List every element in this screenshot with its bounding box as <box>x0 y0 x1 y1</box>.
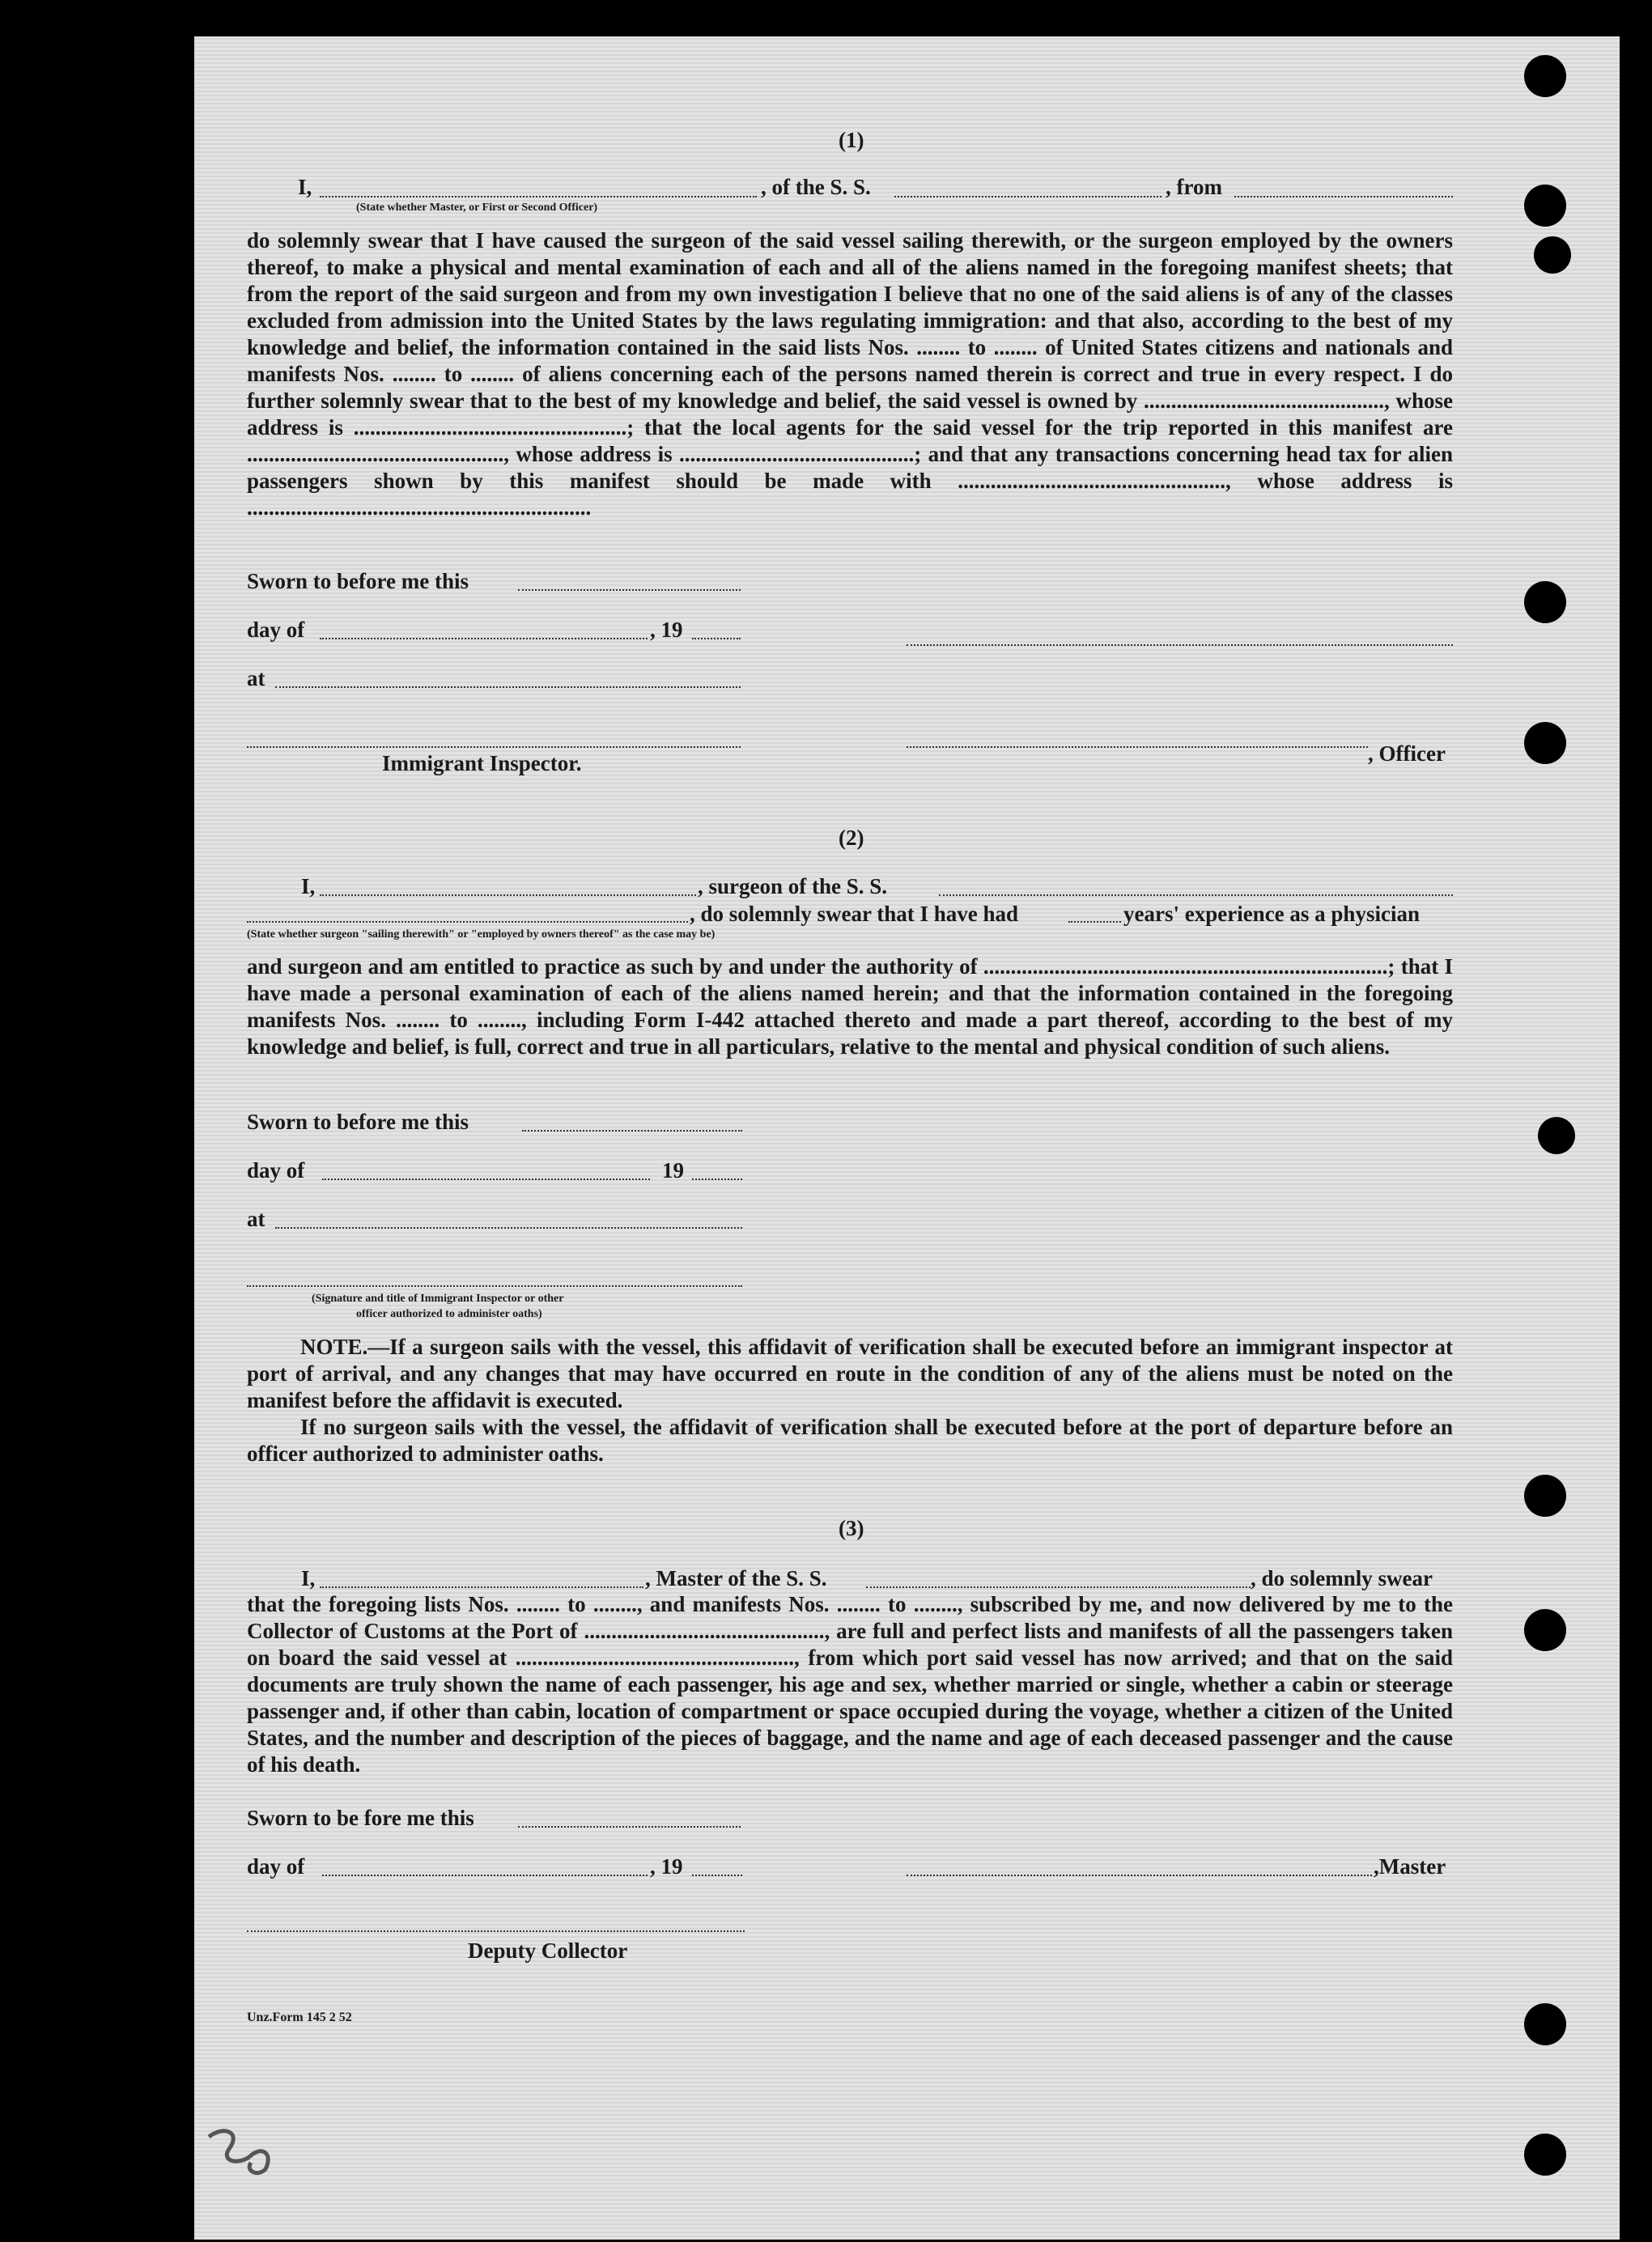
s2-oath-body: and surgeon and am entitled to practice as such by and under the authority of ..........................................................................; that I have made a personal examination of each of the aliens named herein; and that the information contained in the foregoing manifests Nos. ........ to ........, including Form I-442 attached thereto and made a part thereof, according to the best of my knowledge and belief, is full, correct and true in all particulars, relative to the mental and physical condition of such aliens. <box>247 954 1453 1059</box>
s2-at-field[interactable] <box>275 1227 742 1229</box>
s3-swear-label: , do solemnly swear <box>1251 1566 1433 1590</box>
s3-master-of-label: , Master of the S. S. <box>645 1566 827 1590</box>
binder-hole <box>1524 1609 1566 1651</box>
binder-hole <box>1524 1475 1566 1517</box>
section-2-number: (2) <box>839 826 864 850</box>
s1-officer-title-field[interactable] <box>907 746 1368 748</box>
binder-hole <box>1524 185 1566 227</box>
s2-i-label: I, <box>301 874 316 898</box>
s1-day-of-label: day of <box>247 618 305 642</box>
s2-surgeon-name-field[interactable] <box>320 894 696 896</box>
s2-year-field[interactable] <box>692 1178 742 1180</box>
s2-signature-note-1: (Signature and title of Immigrant Inspector or other <box>312 1293 564 1305</box>
s1-officer-label: , Officer <box>1368 741 1446 766</box>
s1-officer-name-field[interactable] <box>320 196 757 197</box>
s2-year-label: 19 <box>662 1158 684 1183</box>
s2-day-field[interactable] <box>322 1178 650 1180</box>
s2-years-field[interactable] <box>1068 921 1121 923</box>
s3-year-label: , 19 <box>650 1854 683 1879</box>
binder-hole <box>1538 1117 1575 1154</box>
s3-ship-name-field[interactable] <box>866 1586 1251 1588</box>
s2-at-label: at <box>247 1207 265 1231</box>
s2-employment-note: (State whether surgeon "sailing therewith" or "employed by owners thereof" as the case may be) <box>247 928 716 941</box>
s2-employment-field[interactable] <box>247 921 688 923</box>
s2-note-paragraph: NOTE.—If a surgeon sails with the vessel, this affidavit of verification shall be executed before an immigrant inspector at port of arrival, and any changes that may have occurred en route in the condition of any of the aliens must be noted on the manifest before the affidavit is executed. <box>247 1335 1453 1412</box>
binder-hole <box>1524 581 1566 623</box>
s3-oath-body: that the foregoing lists Nos. ........ to ........, and manifests Nos. ........ to ........, subscribed by me, and now delivered by me to the Collector of Customs at the Port of ............................................, are full and perfect lists and manifests of all the passengers taken on board the said vessel at ..................................................., from which port said vessel has now arrived; and that on the said documents are truly shown the name of each passenger, his age and sex, whether married or single, whether a cabin or steerage passenger and, if other than cabin, location of compartment or space occupied during the voyage, whether a citizen of the United States, and the number and description of the pieces of baggage, and the name and age of each deceased passenger and the cause of his death. <box>247 1592 1453 1777</box>
s2-day-of-label: day of <box>247 1158 305 1183</box>
binder-hole <box>1524 55 1566 97</box>
s3-day-of-label: day of <box>247 1854 305 1879</box>
s1-officer-note: (State whether Master, or First or Second Officer) <box>356 202 598 214</box>
s1-of-ss-label: , of the S. S. <box>761 175 871 199</box>
s1-inspector-signature-field[interactable] <box>247 746 741 748</box>
binder-hole <box>1534 236 1571 274</box>
s3-master-name-field[interactable] <box>320 1586 643 1588</box>
s1-from-field[interactable] <box>1234 196 1453 197</box>
s3-master-signature-field[interactable] <box>907 1875 1372 1876</box>
s3-year-field[interactable] <box>692 1875 742 1876</box>
s2-swear-label: , do solemnly swear that I have had <box>690 902 1019 926</box>
binder-hole <box>1524 722 1566 764</box>
s3-i-label: I, <box>301 1566 316 1590</box>
binder-hole <box>1524 2134 1566 2176</box>
s1-sworn-label: Sworn to before me this <box>247 569 469 593</box>
s1-i-label: I, <box>298 175 312 199</box>
s1-from-label: , from <box>1166 175 1222 199</box>
s1-inspector-label: Immigrant Inspector. <box>382 751 582 775</box>
section-1-number: (1) <box>839 128 864 152</box>
handwritten-page-mark <box>193 2121 290 2177</box>
s1-day-field[interactable] <box>320 638 648 639</box>
s2-surgeon-of-label: , surgeon of the S. S. <box>698 874 888 898</box>
s1-officer-signature-field[interactable] <box>907 644 1453 646</box>
s1-year-label: , 19 <box>650 618 683 642</box>
section-3-number: (3) <box>839 1516 864 1540</box>
binder-hole <box>1524 2003 1566 2045</box>
s2-ship-name-field[interactable] <box>939 894 1453 896</box>
s3-master-label: ,Master <box>1374 1854 1446 1879</box>
s1-ship-name-field[interactable] <box>894 196 1161 197</box>
s1-sworn-field[interactable] <box>518 589 741 591</box>
s3-deputy-signature-field[interactable] <box>247 1930 745 1932</box>
s2-sworn-field[interactable] <box>522 1130 742 1132</box>
s1-at-field[interactable] <box>275 686 741 688</box>
s3-deputy-label: Deputy Collector <box>468 1938 628 1963</box>
s3-sworn-label: Sworn to be fore me this <box>247 1806 474 1830</box>
s2-signature-note-2: officer authorized to administer oaths) <box>356 1308 542 1320</box>
form-number: Unz.Form 145 2 52 <box>247 2011 352 2024</box>
s3-day-field[interactable] <box>322 1875 648 1876</box>
s2-sworn-label: Sworn to before me this <box>247 1110 469 1134</box>
s3-sworn-field[interactable] <box>518 1826 741 1828</box>
s2-no-surgeon-paragraph: If no surgeon sails with the vessel, the affidavit of verification shall be executed before at the port of departure before an officer authorized to administer oaths. <box>247 1415 1453 1466</box>
s1-oath-body: do solemnly swear that I have caused the surgeon of the said vessel sailing therewith, or the surgeon employed by the owners thereof, to make a physical and mental examination of each and all of the aliens named in the foregoing manifest sheets; that from the report of the said surgeon and from my own investigation I believe that no one of the said aliens is of any of the classes excluded from admission into the United States by the laws regulating immigration: and that also, according to the best of my knowledge and belief, the information contained in the said lists Nos. ........ to ........ of United States citizens and nationals and manifests Nos. ........ to ........ of aliens concerning each of the persons named therein is correct and true in every respect. I do further solemnly swear that to the best of my knowledge and belief, the said vessel is owned by ............................................, whose address is ..................................................; that the local agents for the said vessel for the trip reported in this manifest are ..............................................., whose address is ...........................................; and that any transactions concerning head tax for alien passengers shown by this manifest should be made with ................................................., whose address is ............................................................... <box>247 228 1453 520</box>
s1-at-label: at <box>247 666 265 690</box>
s2-inspector-signature-field[interactable] <box>247 1285 742 1287</box>
s2-years-label: years' experience as a physician <box>1123 902 1420 926</box>
s1-year-field[interactable] <box>692 638 741 639</box>
